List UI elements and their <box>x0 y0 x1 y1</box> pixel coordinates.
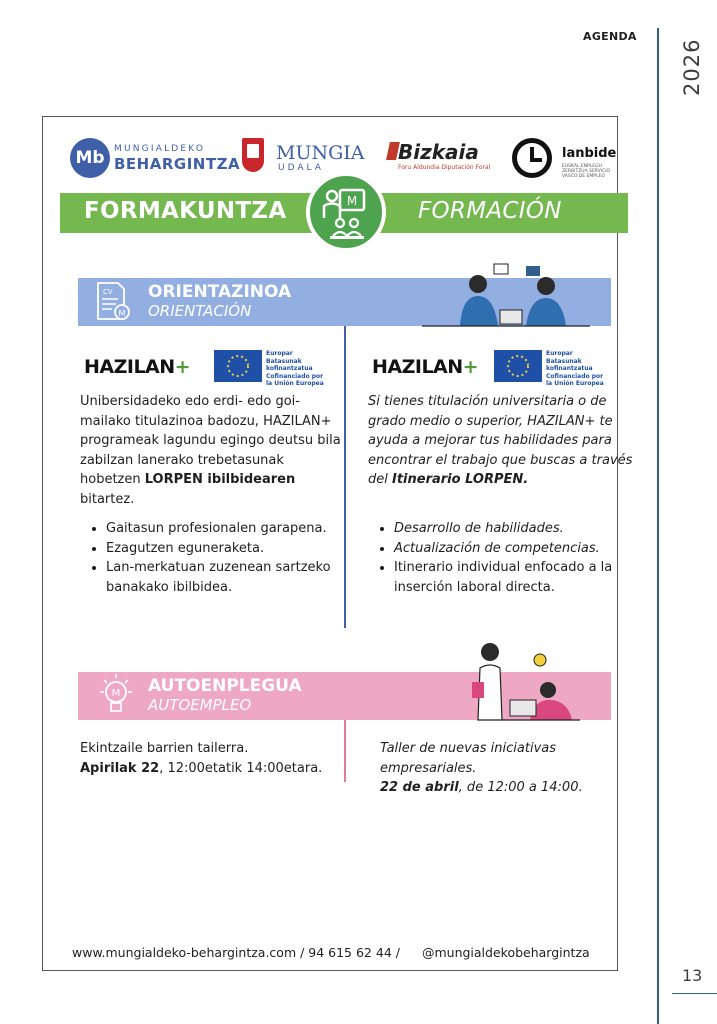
page-number: 13 <box>682 966 703 985</box>
mungia-shield-icon <box>242 138 264 172</box>
autoenplegua-title: AUTOENPLEGUA <box>148 676 302 696</box>
training-board-icon <box>306 172 386 252</box>
column-divider <box>344 720 346 782</box>
lanbide-logo-name: lanbide <box>562 146 617 161</box>
svg-text:M: M <box>111 688 121 699</box>
behargintza-logo-top: MUNGIALDEKO <box>114 144 206 154</box>
cv-document-icon <box>92 281 134 327</box>
list-item: • Desarrollo de habilidades. <box>394 519 638 539</box>
orientacion-list-es <box>372 519 638 597</box>
list-item: • Ezagutzen eguneraketa. <box>106 539 350 559</box>
website-phone: www.mungialdeko-behargintza.com / 94 615 62 44 / <box>72 945 400 960</box>
banner-title-es: FORMACIÓN <box>418 198 562 224</box>
orientazinoa-title: ORIENTAZINOA <box>148 282 292 302</box>
orientacion-title: ORIENTACIÓN <box>148 302 252 320</box>
behargintza-logo-mark: Mb <box>70 138 110 178</box>
social-handle: @mungialdekobehargintza <box>421 945 590 960</box>
behargintza-logo-name: BEHARGINTZA <box>114 155 241 173</box>
svg-text:CV: CV <box>103 288 113 296</box>
list-item: • Actualización de competencias. <box>394 539 638 559</box>
banner-title-eu: FORMAKUNTZA <box>84 198 287 224</box>
eu-cofunding-text: Europar Batasunak kofinantzatua Cofinanciado por la Unión Europea <box>266 350 324 387</box>
margin-rule <box>657 28 659 1024</box>
orientacion-text-es: Si tienes titulación universitaria o de grado medio o superior, HAZILAN+ te ayuda a mejorar tus habilidades para encontrar el trabajo que buscas a través del Itinerario LORPEN. <box>368 394 633 487</box>
orientazinoa-text-eu: Unibersidadeko edo erdi- edo goi-mailako titulazinoa badozu, HAZILAN+ programeak lagundu egingo deutsu bila zabilzan lanerako trebetasunak hobetzen LORPEN ibilbidearen bitartez. <box>80 394 341 507</box>
eu-flag-icon <box>214 350 262 382</box>
lightbulb-icon <box>96 672 136 724</box>
list-item: • Lan-merkatuan zuzenean sartzeko banakako ibilbidea. <box>106 558 350 597</box>
year-label: 2026 <box>680 38 704 96</box>
hazilan-logo: HAZILAN+ <box>84 356 191 378</box>
list-item: • Gaitasun profesionalen garapena. <box>106 519 350 539</box>
list-item: • Itinerario individual enfocado a la inserción laboral directa. <box>394 558 638 597</box>
eu-cofunding-text: Europar Batasunak kofinantzatua Cofinanciado por la Unión Europea <box>546 350 604 387</box>
mungia-logo-sub: UDALA <box>278 163 324 173</box>
svg-text:M: M <box>346 194 358 208</box>
bizkaia-logo-sub: Foru Aldundia Diputación Foral <box>398 164 491 171</box>
orientazinoa-list-eu <box>84 519 350 597</box>
lanbide-clock-icon <box>512 138 552 178</box>
mungia-logo-name: MUNGIA <box>276 142 365 164</box>
autoenplegua-text-eu: Ekintzaile barrien tailerra. Apirilak 22, 12:00etatik 14:00etara. <box>80 741 323 776</box>
contact-footer <box>72 945 590 960</box>
lanbide-logo-sub: EUSKAL ENPLEGU ZERBITZUA SERVICIO VASCO DE EMPLEO <box>562 164 611 179</box>
section-label: AGENDA <box>583 30 637 43</box>
page-number-rule <box>672 993 717 994</box>
autoempleo-title: AUTOEMPLEO <box>148 696 252 714</box>
hazilan-logo: HAZILAN+ <box>372 356 479 378</box>
eu-flag-icon <box>494 350 542 382</box>
autoempleo-text-es: Taller de nuevas iniciativas empresariales. 22 de abril, de 12:00 a 14:00. <box>380 741 583 795</box>
entrepreneur-illustration <box>464 638 584 726</box>
interview-illustration <box>422 262 590 332</box>
bizkaia-logo-name: Bizkaia <box>398 140 479 164</box>
svg-text:M: M <box>118 309 126 318</box>
